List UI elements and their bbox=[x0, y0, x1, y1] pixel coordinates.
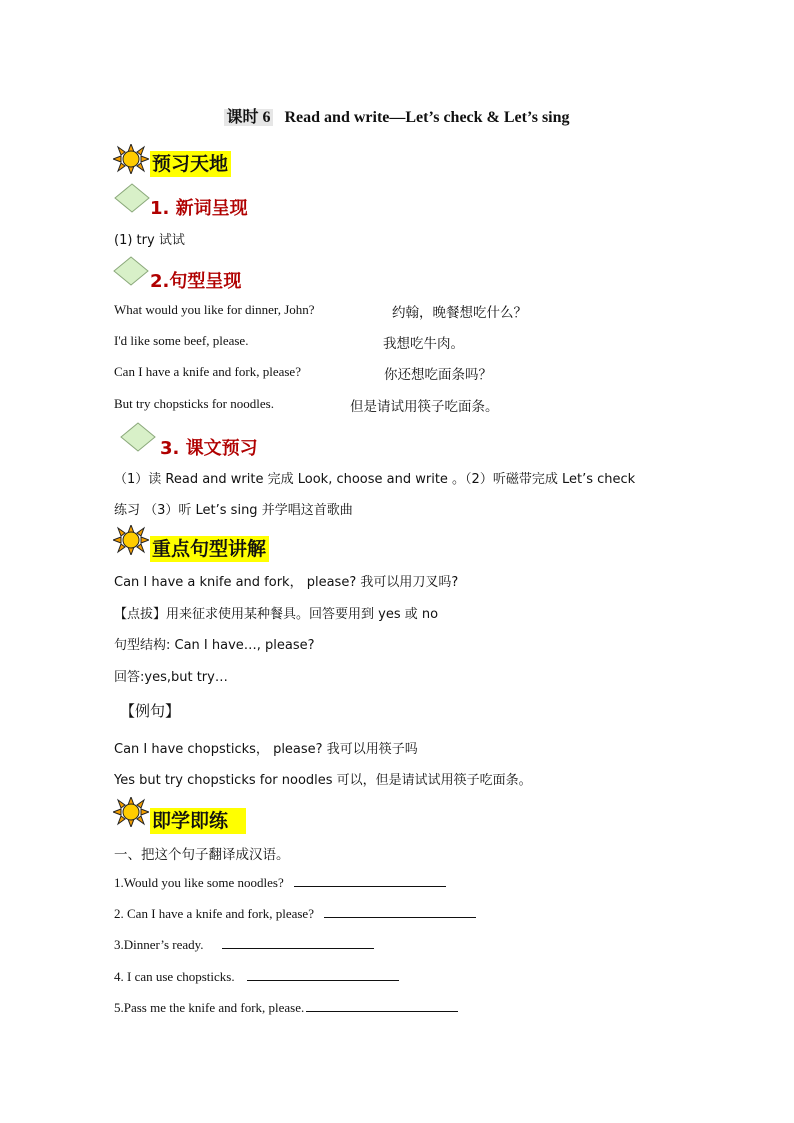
pattern-en: But try chopsticks for noodles. bbox=[114, 396, 274, 411]
example-label: 【例句】 bbox=[120, 702, 181, 720]
newwords-line: (1) try 试试 bbox=[114, 233, 185, 248]
keypoint-line: 回答:yes,but try… bbox=[114, 670, 228, 685]
keypoint-line: Yes but try chopsticks for noodles 可以，但是请试试用筷子吃面条。 bbox=[114, 773, 532, 788]
pattern-en: Can I have a knife and fork, please? bbox=[114, 364, 301, 379]
textpreview-line: （1）读 Read and write 完成 Look, choose and write 。（2）听磁带完成 Let’s check bbox=[114, 472, 636, 487]
subsection-patterns: 2.句型呈现 bbox=[150, 271, 242, 292]
pattern-cn: 约翰，晚餐想吃什么？ bbox=[392, 305, 527, 321]
textpreview-line: 练习 （3）听 Let’s sing 并学唱这首歌曲 bbox=[114, 503, 353, 518]
section-practice: 即学即练 bbox=[150, 806, 246, 833]
practice-item: 2. Can I have a knife and fork, please? bbox=[114, 905, 476, 922]
pattern-en: I'd like some beef, please. bbox=[114, 333, 249, 348]
title-text: Read and write—Let’s check & Let’s sing bbox=[284, 109, 570, 126]
answer-blank[interactable] bbox=[306, 999, 458, 1012]
practice-item: 3.Dinner’s ready. bbox=[114, 936, 374, 953]
answer-blank[interactable] bbox=[294, 874, 446, 887]
practice-item: 1.Would you like some noodles? bbox=[114, 874, 446, 891]
answer-blank[interactable] bbox=[247, 968, 399, 981]
page-title bbox=[0, 104, 794, 127]
pattern-cn: 你还想吃面条吗？ bbox=[384, 367, 492, 383]
pattern-cn: 我想吃牛肉。 bbox=[383, 336, 464, 352]
keypoint-line: 【点拔】用来征求使用某种餐具。回答要用到 yes 或 no bbox=[114, 607, 439, 622]
pattern-en: What would you like for dinner, John? bbox=[114, 302, 315, 317]
answer-blank[interactable] bbox=[324, 905, 476, 918]
pattern-cn: 但是请试用筷子吃面条。 bbox=[350, 399, 499, 415]
diamond-icon bbox=[120, 422, 156, 452]
section-preview: 预习天地 bbox=[150, 149, 231, 176]
practice-item: 4. I can use chopsticks. bbox=[114, 968, 399, 985]
keypoint-line: 句型结构: Can I have…, please? bbox=[114, 638, 315, 653]
diamond-icon bbox=[114, 183, 150, 213]
keypoint-line: Can I have chopsticks， please? 我可以用筷子吗 bbox=[114, 742, 418, 757]
lesson-badge: 课时 6 bbox=[226, 109, 271, 126]
sun-icon bbox=[113, 144, 149, 174]
section-keypoints: 重点句型讲解 bbox=[150, 534, 269, 561]
sun-icon bbox=[113, 797, 149, 827]
diamond-icon bbox=[113, 256, 149, 286]
subsection-newwords: 1. 新词呈现 bbox=[150, 198, 248, 219]
answer-blank[interactable] bbox=[222, 936, 374, 949]
practice-item: 5.Pass me the knife and fork, please. bbox=[114, 999, 458, 1016]
sun-icon bbox=[113, 525, 149, 555]
subsection-textpreview: 3. 课文预习 bbox=[160, 438, 258, 459]
keypoint-line: Can I have a knife and fork， please? 我可以用刀叉吗? bbox=[114, 575, 459, 590]
practice-instruction: 一、把这个句子翻译成汉语。 bbox=[114, 847, 290, 863]
